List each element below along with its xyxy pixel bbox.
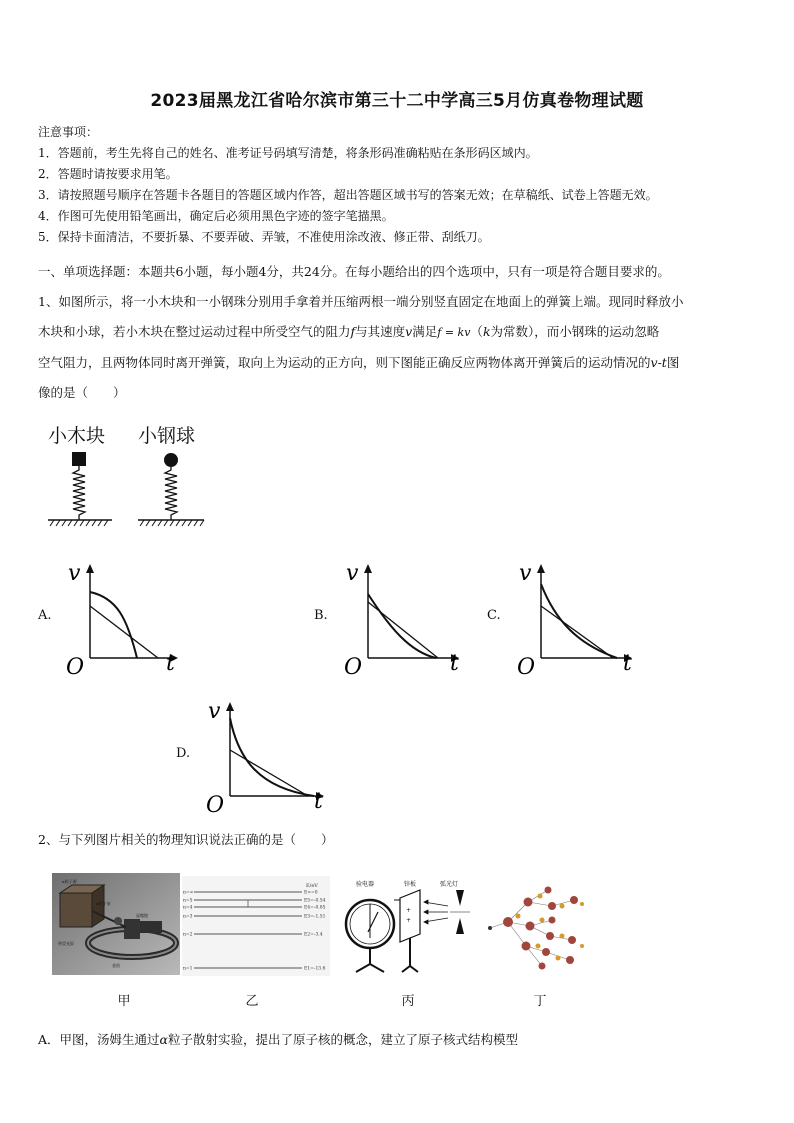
nuclei xyxy=(503,887,578,970)
axis-t: t xyxy=(314,789,323,814)
svg-text:显微镜: 显微镜 xyxy=(136,913,148,918)
var-v: v xyxy=(405,324,413,339)
notice-block xyxy=(38,122,658,248)
zinc-plate-label: 锌板 xyxy=(404,881,417,888)
var-k: k xyxy=(482,324,491,339)
figure-ding-chain-reaction xyxy=(482,876,592,976)
svg-text:n=2: n=2 xyxy=(183,932,193,938)
figure-jia-scattering xyxy=(52,873,180,975)
svg-text:n=4: n=4 xyxy=(183,905,193,911)
axis-origin: O xyxy=(206,793,225,816)
var-vt: v-t xyxy=(650,355,667,370)
wood-curve xyxy=(541,584,617,658)
caption-ding: 丁 xyxy=(533,994,547,1009)
caption-bing: 丙 xyxy=(401,994,415,1009)
caption-jia: 甲 xyxy=(117,994,131,1009)
arc-lamp-bottom xyxy=(456,918,464,934)
page-title: 2023届黑龙江省哈尔滨市第三十二中学高三5月仿真卷物理试题 xyxy=(150,91,644,111)
svg-text:α粒子源: α粒子源 xyxy=(62,879,77,884)
axis-v: v xyxy=(68,561,81,586)
caption-yi: 乙 xyxy=(245,994,259,1009)
q1-stem-line-3: 空气阻力，且两物体同时离开弹簧，取向上为运动的正方向，则下图能正确反应两物体离开弹簧后的运动情况的v-t图 xyxy=(38,355,680,370)
figure-bing-photoelectric xyxy=(338,876,478,976)
svg-text:E1=-13.6: E1=-13.6 xyxy=(304,966,326,972)
q2-option-a[interactable]: A．甲图，汤姆生通过α粒子散射实验，提出了原子核的概念，建立了原子核式结构模型 xyxy=(38,1032,518,1047)
svg-text:+: + xyxy=(406,917,412,924)
axis-origin: O xyxy=(517,655,536,678)
steel-line xyxy=(541,606,613,658)
wood-curve xyxy=(90,592,137,658)
option-c-graph[interactable] xyxy=(513,558,638,678)
spring-figure xyxy=(40,420,220,545)
axis-v: v xyxy=(346,561,359,586)
ground-hatch xyxy=(50,520,204,526)
svg-text:带荧光屏: 带荧光屏 xyxy=(58,941,74,946)
steel-line xyxy=(230,750,308,796)
section-heading: 一、单项选择题：本题共6小题，每小题4分，共24分。在每小题给出的四个选项中，只有一项是符合题目要求的。 xyxy=(38,264,670,279)
var-f: f xyxy=(350,324,356,339)
svg-text:E∞=0: E∞=0 xyxy=(304,890,318,896)
notice-item: 3．请按照题号顺序在答题卡各题目的答题区域内作答，超出答题区域书写的答案无效；在草稿纸、试卷上答题无效。 xyxy=(38,188,658,202)
alpha-symbol: α xyxy=(159,1032,168,1047)
svg-text:E3=-1.51: E3=-1.51 xyxy=(304,914,326,920)
wood-block-label: 小木块 xyxy=(48,425,106,447)
svg-text:+: + xyxy=(406,907,412,914)
svg-text:α粒子束: α粒子束 xyxy=(96,901,111,906)
neutron xyxy=(488,926,492,930)
steel-ball-label: 小钢球 xyxy=(138,425,196,447)
light-rays xyxy=(424,900,448,924)
figure-yi-energy-levels xyxy=(182,876,330,976)
q1-stem-line-4: 像的是（ ） xyxy=(38,385,126,400)
option-c-label[interactable]: C. xyxy=(487,608,501,623)
axis-t: t xyxy=(166,651,175,676)
svg-text:n=∞: n=∞ xyxy=(183,890,194,896)
axis-v: v xyxy=(208,699,221,724)
option-b-graph[interactable] xyxy=(340,558,465,678)
notice-item: 2．答题时请按要求用笔。 xyxy=(38,167,178,181)
option-d-label[interactable]: D. xyxy=(176,746,191,761)
notice-item: 5．保持卡面清洁，不要折暴、不要弄破、弄皱，不准使用涂改液、修正带、刮纸刀。 xyxy=(38,230,490,244)
svg-text:n=5: n=5 xyxy=(183,898,193,904)
steel-line xyxy=(90,606,158,658)
axis-v: v xyxy=(519,561,532,586)
electroscope-label: 验电器 xyxy=(356,881,375,888)
svg-text:E4=-0.85: E4=-0.85 xyxy=(304,905,326,911)
notice-heading: 注意事项： xyxy=(38,125,99,139)
option-d-graph[interactable] xyxy=(202,696,332,816)
svg-text:n=1: n=1 xyxy=(183,966,193,972)
axis-origin: O xyxy=(66,655,85,678)
option-a-label[interactable]: A. xyxy=(38,608,52,623)
spring-right xyxy=(165,467,177,520)
steel-ball xyxy=(164,453,178,467)
formula-f-kv: f = kv xyxy=(437,326,471,339)
energy-unit: E/eV xyxy=(306,883,318,889)
wood-block xyxy=(72,452,86,466)
q1-stem-line-1: 1、如图所示，将一小木块和一小钢珠分别用手拿着并压缩两根一端分别竖直固定在地面上的弹簧上端。现同时释放小 xyxy=(38,294,684,309)
q1-stem-line-2: 木块和小球，若小木块在整过运动过程中所受空气的阻力f与其速度v满足f = kv（k为常数），而小钢珠的运动忽略 xyxy=(38,324,660,339)
question-1-block xyxy=(38,257,758,408)
axis-origin: O xyxy=(344,655,363,678)
option-a-graph[interactable] xyxy=(62,558,182,678)
arc-lamp-top xyxy=(456,890,464,906)
svg-text:E5=-0.54: E5=-0.54 xyxy=(304,898,326,904)
axis-t: t xyxy=(623,651,632,676)
option-b-label[interactable]: B. xyxy=(314,608,328,623)
axis-t: t xyxy=(450,651,459,676)
zinc-plate xyxy=(400,890,420,942)
spring-left xyxy=(73,466,85,520)
notice-item: 1．答题前，考生先将自己的姓名、准考证号码填写清楚，将条形码准确粘贴在条形码区域内。 xyxy=(38,146,538,160)
svg-text:E2=-3.4: E2=-3.4 xyxy=(304,932,323,938)
arc-lamp-label: 弧光灯 xyxy=(440,881,459,888)
notice-item: 4．作图可先使用铅笔画出，确定后必须用黑色字迹的签字笔描黑。 xyxy=(38,209,394,223)
q2-stem: 2、与下列图片相关的物理知识说法正确的是（ ） xyxy=(38,832,334,847)
svg-text:n=3: n=3 xyxy=(183,914,193,920)
svg-text:金箔: 金箔 xyxy=(112,963,120,968)
